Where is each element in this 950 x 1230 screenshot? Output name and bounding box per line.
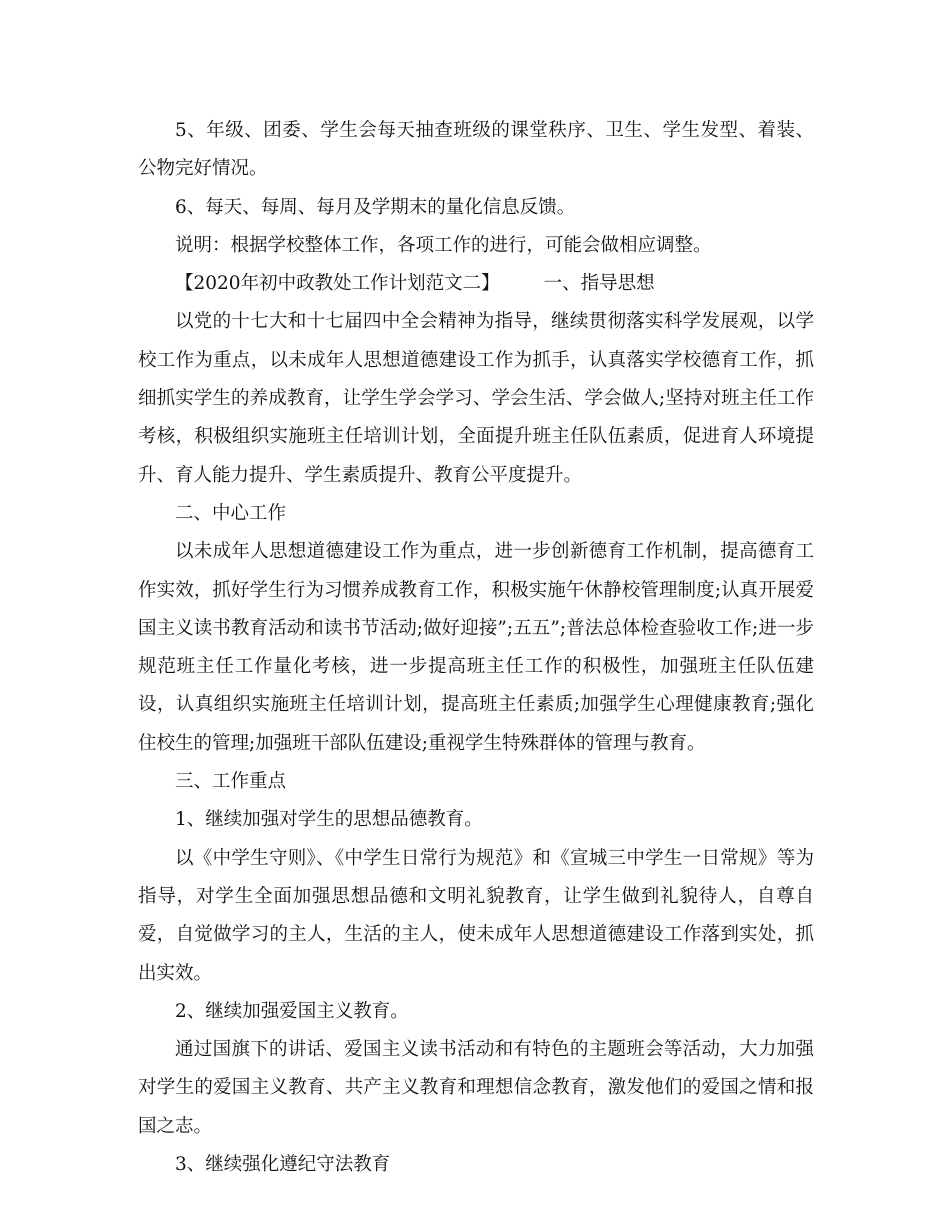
- paragraph-note: 说明：根据学校整体工作，各项工作的进行，可能会做相应调整。: [175, 234, 712, 256]
- subheading-patriotic-education: 2、继续加强爱国主义教育。: [175, 1000, 409, 1022]
- section-heading-key-work: 三、工作重点: [175, 771, 287, 793]
- section-heading-guiding-ideology: 一、指导思想: [543, 273, 655, 295]
- paragraph-moral-education: 以《中学生守则》、《中学生日常行为规范》和《宣城三中学生一日常规》等为指导，对学生全面加强思想品德和文明礼貌教育，让学生做到礼貌待人，自尊自爱，自觉做学习的主人，生活的主人，使未成年人思想道德建设工作落到实处，抓出实效。: [138, 847, 814, 984]
- paragraph-item-5: 5、年级、团委、学生会每天抽查班级的课堂秩序、卫生、学生发型、着装、公物完好情况。: [138, 120, 814, 180]
- heading-line: [138, 265, 814, 303]
- paragraph-item-6: 6、每天、每周、每月及学期末的量化信息反馈。: [175, 196, 576, 218]
- section-heading-central-work: 二、中心工作: [175, 502, 287, 524]
- document-body: [138, 112, 814, 1184]
- article-title: 【2020年初中政教处工作计划范文二】: [175, 273, 500, 295]
- subheading-law-education: 3、继续强化遵纪守法教育: [175, 1154, 391, 1176]
- subheading-moral-education: 1、继续加强对学生的思想品德教育。: [175, 809, 483, 831]
- paragraph-central-work: 以未成年人思想道德建设工作为重点，进一步创新德育工作机制，提高德育工作实效，抓好学生行为习惯养成教育工作，积极实施午休静校管理制度;认真开展爱国主义读书教育活动和读书节活动;做好迎接”;五五”;普法总体检查验收工作;进一步规范班主任工作量化考核，进一步提高班主任工作的积极性，加强班主任队伍建设，认真组织实施班主任培训计划，提高班主任素质;加强学生心理健康教育;强化住校生的管理;加强班干部队伍建设;重视学生特殊群体的管理与教育。: [138, 541, 814, 754]
- paragraph-guiding-ideology: 以党的十七大和十七届四中全会精神为指导，继续贯彻落实科学发展观，以学校工作为重点，以未成年人思想道德建设工作为抓手，认真落实学校德育工作，抓细抓实学生的养成教育，让学生学会学习、学会生活、学会做人;坚持对班主任工作考核，积极组织实施班主任培训计划，全面提升班主任队伍素质，促进育人环境提升、育人能力提升、学生素质提升、教育公平度提升。: [138, 311, 814, 486]
- paragraph-patriotic-education: 通过国旗下的讲话、爱国主义读书活动和有特色的主题班会等活动，大力加强对学生的爱国主义教育、共产主义教育和理想信念教育，激发他们的爱国之情和报国之志。: [138, 1039, 814, 1137]
